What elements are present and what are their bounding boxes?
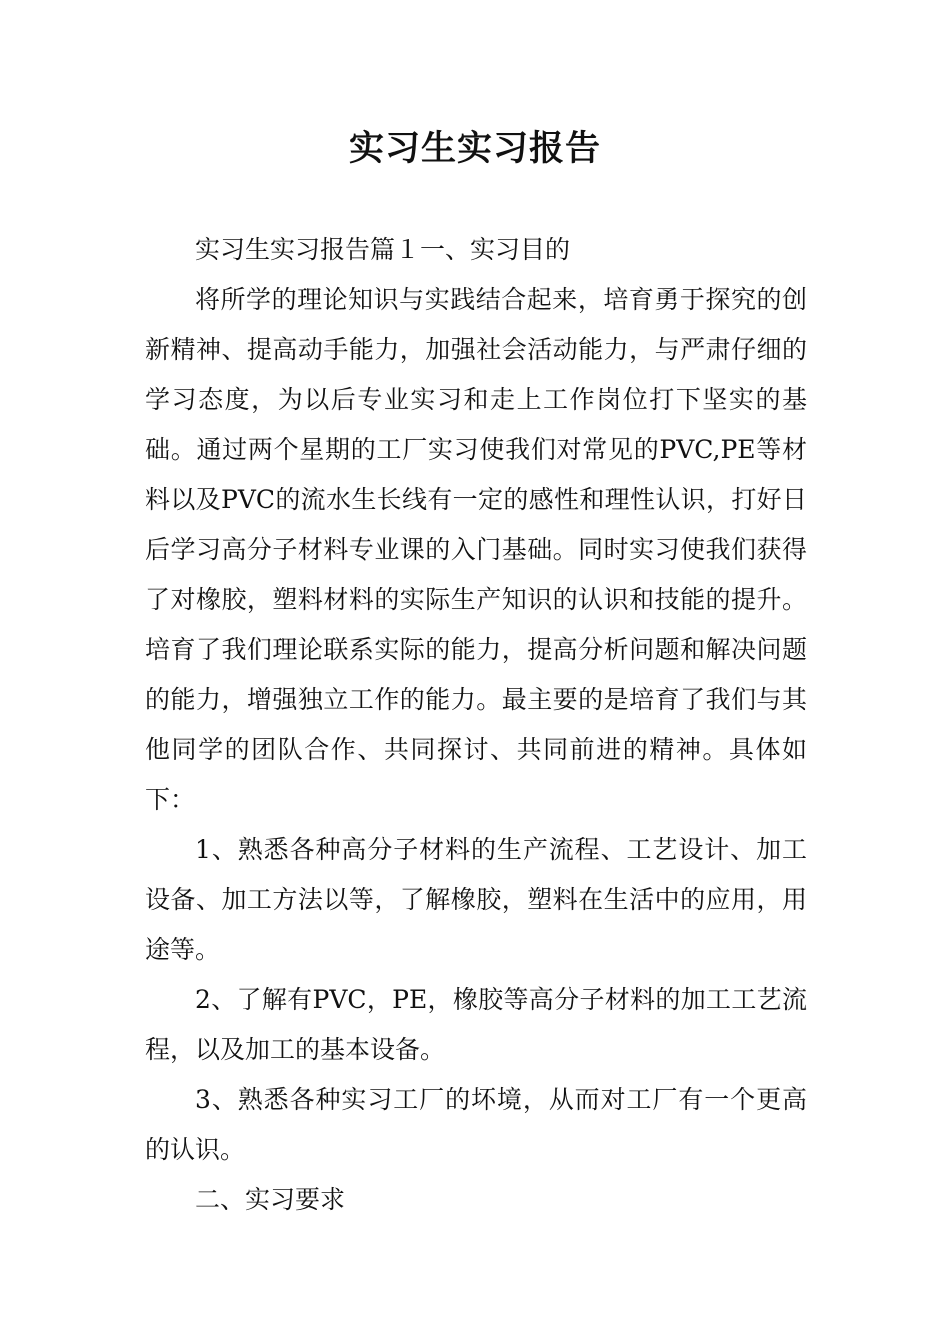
paragraph-item-3: 3、熟悉各种实习工厂的坏境，从而对工厂有一个更高的认识。 — [145, 1085, 807, 1164]
paragraph-section-heading-1: 实习生实习报告篇１一、实习目的 — [195, 235, 571, 264]
paragraph-item-2: 2、了解有PVC，PE，橡胶等高分子材料的加工工艺流程，以及加工的基本设备。 — [145, 985, 807, 1064]
paragraph-item-1: 1、熟悉各种高分子材料的生产流程、工艺设计、加工设备、加工方法以等，了解橡胶，塑料在生活中的应用，用途等。 — [145, 835, 807, 964]
document-title: 实习生实习报告 — [348, 128, 601, 169]
paragraph-objectives: 将所学的理论知识与实践结合起来，培育勇于探究的创新精神、提高动手能力，加强社会活动能力，与严肃仔细的学习态度，为以后专业实习和走上工作岗位打下坚实的基础。通过两个星期的工厂实习使我们对常见的PVC,PE等材料以及PVC的流水生长线有一定的感性和理性认识，打好日后学习高分子材料专业课的入门基础。同时实习使我们获得了对橡胶，塑料材料的实际生产知识的认识和技能的提升。培育了我们理论联系实际的能力，提高分析问题和解决问题的能力，增强独立工作的能力。最主要的是培育了我们与其他同学的团队合作、共同探讨、共同前进的精神。具体如下： — [145, 285, 807, 814]
paragraph-section-heading-2: 二、实习要求 — [195, 1185, 346, 1214]
document-body — [145, 225, 807, 1225]
